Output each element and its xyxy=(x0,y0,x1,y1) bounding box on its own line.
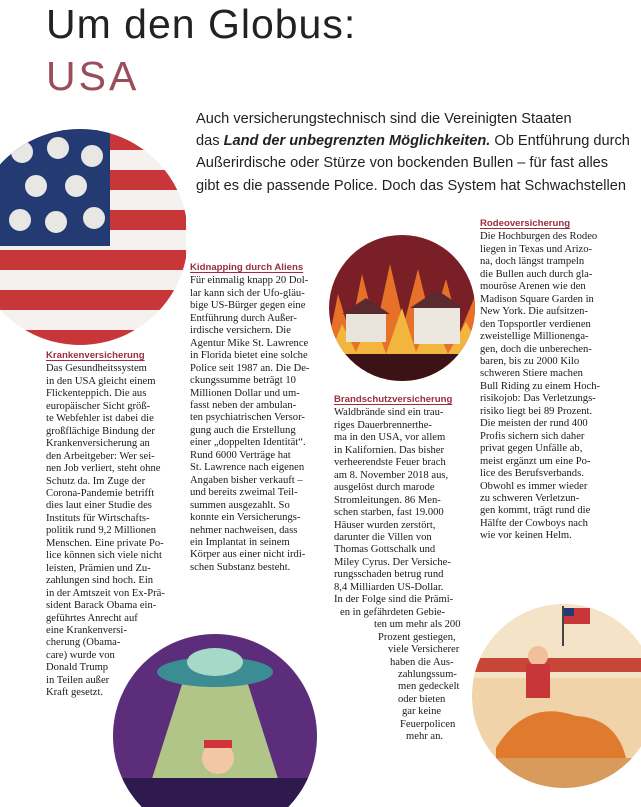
text-line: Angaben bisher verkauft – xyxy=(190,474,303,486)
text-line: den Topsportler verdienen xyxy=(480,318,591,330)
text-line: Millionen Dollar und um- xyxy=(190,387,300,399)
text-line: darunter die Villen von xyxy=(334,531,432,543)
text-line: zahlungen sind hoch. Ein xyxy=(46,575,154,587)
text-line: großflächige Bindung der xyxy=(46,425,155,437)
text-line: und bereits zweimal Teil- xyxy=(190,487,298,499)
text-line: in den USA gleicht einem xyxy=(46,375,156,387)
text-line: Entführung durch Außer- xyxy=(190,312,297,324)
text-line: die Bullen auch durch gla- xyxy=(480,268,593,280)
text-line: geführtes Anrecht auf xyxy=(46,612,138,624)
text-line: Körper aus einer nicht irdi- xyxy=(190,549,306,561)
text-line: Für einmalig knapp 20 Dol- xyxy=(190,275,309,287)
text-line: Kraft gesetzt. xyxy=(46,687,104,699)
text-line: meist ergänzt um eine Po- xyxy=(480,455,591,467)
text-line: summen ausgezahlt. So xyxy=(190,499,290,511)
text-line: schen starben, fast 19.000 xyxy=(334,507,444,519)
rodeo-bull-illustration xyxy=(466,598,641,790)
text-line: baren, bis zu 2000 Kilo xyxy=(480,355,580,367)
text-line: in Kalifornien. Das bisher xyxy=(334,444,445,456)
section-heading: Rodeoversicherung xyxy=(480,218,571,229)
section-kidnapping xyxy=(190,262,330,574)
text-line: dies laut einer Studie des xyxy=(46,500,152,512)
text-line: Rund 6000 Verträge hat xyxy=(190,449,291,461)
text-line: privat gegen Unfälle ab, xyxy=(480,443,583,455)
text-line: Prozent gestiegen, xyxy=(378,631,456,643)
text-line: gen kommt, trägt rund die xyxy=(480,505,591,517)
text-line: ausgelöst durch marode xyxy=(334,482,435,494)
text-line: irdische versichern. Die xyxy=(190,325,291,337)
text-line: sident Barack Obama ein- xyxy=(46,600,157,612)
text-line: viele Versicherer xyxy=(388,644,460,656)
wildfire-illustration xyxy=(326,234,478,382)
text-line: gung auch die Erstellung xyxy=(190,424,296,436)
text-line: schweren Stiere machen xyxy=(480,368,583,380)
text-line: Profis sichern sich daher xyxy=(480,430,585,442)
text-line: Madison Square Garden in xyxy=(480,293,594,305)
section-body xyxy=(480,231,630,542)
text-line: Hälfte der Cowboys nach xyxy=(480,517,588,529)
text-line: mehr an. xyxy=(406,731,444,743)
text-line: men gedeckelt xyxy=(398,681,460,693)
intro-fragment: das xyxy=(196,133,224,150)
text-line: bige US-Bürger gegen eine xyxy=(190,300,306,312)
text-line: riges Dauerbrennerthe- xyxy=(334,419,432,431)
text-line: wie vor keinen Helm. xyxy=(480,530,572,542)
intro-line: Auch versicherungstechnisch sind die Vereinigten Staaten xyxy=(196,111,572,127)
section-heading: Krankenversicherung xyxy=(46,350,145,361)
text-line: gar keine xyxy=(402,706,442,718)
text-line: in Teilen außer xyxy=(46,674,110,686)
text-line: Häuser wurden zerstört, xyxy=(334,519,436,531)
text-line: Krankenversicherung an xyxy=(46,438,150,450)
text-line: Agentur Mike St. Lawrence xyxy=(190,337,309,349)
section-body xyxy=(190,275,330,574)
text-line: nen Job verliert, steht ohne xyxy=(46,463,161,475)
text-line: ma in den USA, vor allem xyxy=(334,432,446,444)
text-line: politik rund 9,2 Millionen xyxy=(46,525,157,537)
text-line: ten psychiatrischen Versor- xyxy=(190,412,305,424)
text-line: Obwohl es immer wieder xyxy=(480,480,588,492)
text-line: mouröse Arenen wie den xyxy=(480,281,586,293)
text-line: zu schweren Verletzun- xyxy=(480,492,580,504)
text-line: ten um mehr als 200 xyxy=(374,619,461,631)
text-line: in Florida bietet eine solche xyxy=(190,350,308,362)
section-rodeo xyxy=(480,218,630,543)
page-subtitle: USA xyxy=(46,53,140,99)
text-line: den Arbeitgeber: Wer sei- xyxy=(46,450,155,462)
section-body xyxy=(334,407,474,743)
text-line: lar kann sich der Ufo-gläu- xyxy=(190,287,305,299)
text-line: Die Hochburgen des Rodeo xyxy=(480,231,598,243)
section-heading: Brandschutzversicherung xyxy=(334,394,453,405)
text-line: ein Implantat in seinem xyxy=(190,536,290,548)
intro-emphasis: Land der unbegrenzten Möglichkeiten. xyxy=(223,133,491,150)
intro-fragment: Ob Entführung durch xyxy=(490,133,630,150)
text-line: na, doch längst trampeln xyxy=(480,256,585,268)
text-line: Stromleitungen. 86 Men- xyxy=(334,494,441,506)
text-line: fasst neben der ambulan- xyxy=(190,399,297,411)
intro-line: gibt es die passende Police. Doch das System hat Schwachstellen xyxy=(196,177,626,194)
text-line: konnte ein Versicherungs- xyxy=(190,512,301,524)
text-line: schen Substanz besteht. xyxy=(190,561,291,573)
text-line: te Webfehler ist dabei die xyxy=(46,413,154,425)
text-line: liegen in Texas und Arizo- xyxy=(480,243,593,255)
section-body xyxy=(46,363,196,699)
text-line: Feuerpolicen xyxy=(400,718,456,730)
text-line: risikojob: Das Verletzungs- xyxy=(480,393,596,405)
text-line: Die meisten der rund 400 xyxy=(480,418,588,430)
text-line: Corona-Pandemie betrifft xyxy=(46,487,155,499)
text-line: St. Lawrence nach eigenen xyxy=(190,462,305,474)
page-title: Um den Globus: xyxy=(46,1,357,47)
intro-text xyxy=(196,108,630,197)
text-line: zahlungssum- xyxy=(398,668,457,680)
text-line: in der Amtszeit von Ex-Prä- xyxy=(46,587,165,599)
text-line: Donald Trump xyxy=(46,662,109,674)
text-line: oder bieten xyxy=(398,693,446,705)
text-line: einer „doppelten Identität“. xyxy=(190,437,306,449)
text-line: 8,4 Milliarden US-Dollar. xyxy=(334,581,444,593)
intro-line xyxy=(196,130,630,152)
section-brandschutz xyxy=(334,394,474,744)
text-line: leisten, Prämien und Zu- xyxy=(46,562,151,574)
text-line: Police seit 1987 an. Die De- xyxy=(190,362,310,374)
text-line: Miley Cyrus. Der Versiche- xyxy=(334,556,451,568)
text-line: am 8. November 2018 aus, xyxy=(334,469,449,481)
text-line: risiko liegt bei 89 Prozent. xyxy=(480,405,593,417)
text-line: Bull Riding zu einem Hoch- xyxy=(480,380,601,392)
text-line: Waldbrände sind ein trau- xyxy=(334,407,444,419)
text-line: Menschen. Eine private Po- xyxy=(46,537,164,549)
text-line: Thomas Gottschalk und xyxy=(334,544,436,556)
text-line: In der Folge sind die Prämi- xyxy=(334,594,454,606)
text-line: lice des Berufsverbands. xyxy=(480,468,584,480)
text-line: New York. Die aufsitzen- xyxy=(480,306,588,318)
flag-virus-illustration xyxy=(0,126,186,348)
text-line: Flickenteppich. Die aus xyxy=(46,388,147,400)
text-line: Schutz da. Im Zuge der xyxy=(46,475,146,487)
text-line: en in gefährdeten Gebie- xyxy=(340,606,446,618)
text-line: haben die Aus- xyxy=(390,656,454,668)
section-krankenversicherung xyxy=(46,350,196,700)
section-heading: Kidnapping durch Aliens xyxy=(190,262,304,273)
text-line: verheerendste Feuer brach xyxy=(334,457,446,469)
text-line: Instituts für Wirtschafts- xyxy=(46,512,150,524)
text-line: ckungssumme beträgt 10 xyxy=(190,375,296,387)
text-line: care) wurde von xyxy=(46,649,115,661)
text-line: rungsschaden betrug rund xyxy=(334,569,444,581)
text-line: Das Gesundheitssystem xyxy=(46,363,147,375)
text-line: nehmer nachweisen, dass xyxy=(190,524,298,536)
intro-line: Außerirdische oder Stürze von bockenden Bullen – für fast alles xyxy=(196,155,609,172)
text-line: cherung (Obama- xyxy=(46,637,121,649)
text-line: lice können sich viele nicht xyxy=(46,550,162,562)
text-line: eine Krankenversi- xyxy=(46,624,127,636)
text-line: europäischer Sicht größ- xyxy=(46,400,151,412)
text-line: gen, doch die unberechen- xyxy=(480,343,592,355)
text-line: zweistellige Millionengа- xyxy=(480,331,589,343)
